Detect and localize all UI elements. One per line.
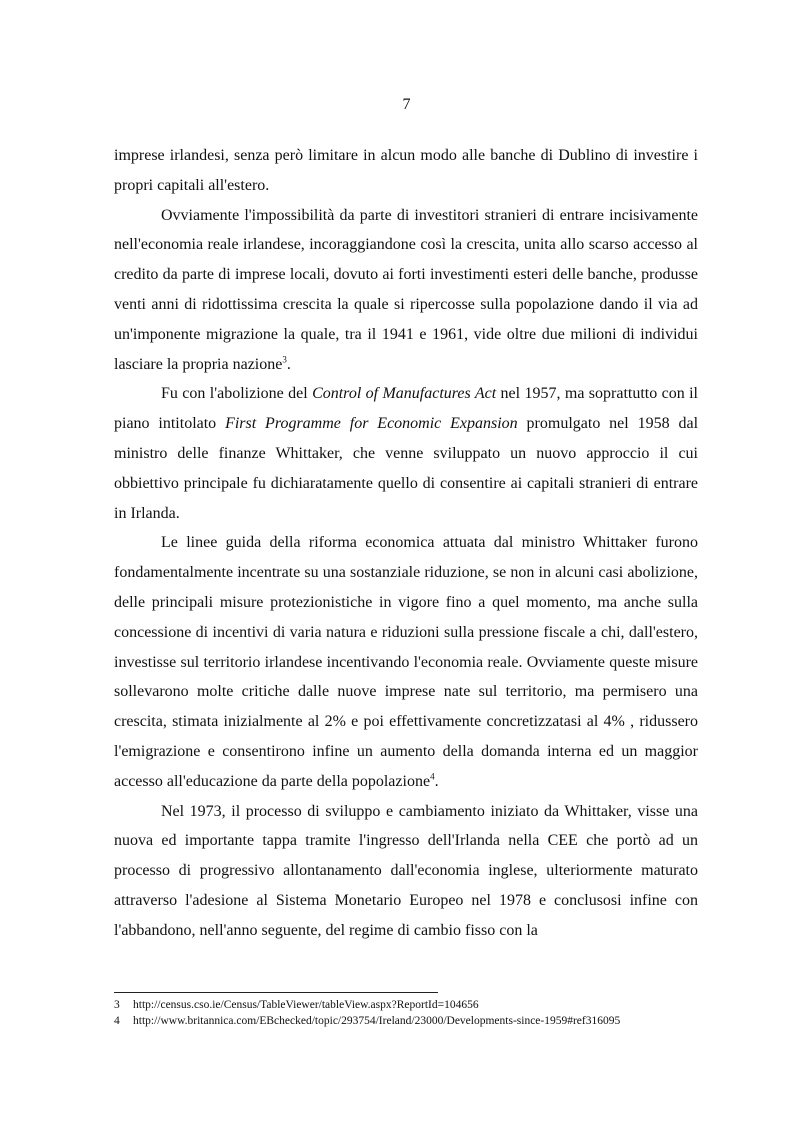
italic-title: Control of Manufactures Act (312, 385, 497, 403)
paragraph (114, 528, 698, 796)
footnote-reference: 4 (430, 771, 435, 782)
text-run: . (434, 772, 439, 790)
footnote-4 (114, 1013, 714, 1029)
text-run: Fu con l'abolizione del (161, 385, 313, 403)
text-run: . (286, 355, 291, 373)
footnote-separator (114, 992, 438, 993)
text-run: Le linee guida della riforma economica attuata dal ministro Whittaker furono fondamentalmente incentrate su una sostanziale riduzione, se non in alcuni casi abolizione, delle principali misure protezionistiche in vigore fino a quel momento, ma anche sulla concessione di incentivi di varia natura e riduzioni sulla pressione fiscale a chi, dall'estero, investisse sul territorio irlandese incentivando l'economia reale. Ovviamente queste misure sollevarono molte critiche dalle nuove imprese nate sul territorio, ma permisero una crescita, stimata inizialmente al 2% e poi effettivamente concretizzatasi al 4% , ridussero l'emigrazione e consentirono infine un aumento della domanda interna ed un maggior accesso all'educazione da parte della popolazione (114, 534, 698, 790)
text-run: imprese irlandesi, senza però limitare in alcun modo alle banche di Dublino di investire i propri capitali all'estero. (114, 147, 698, 194)
text-run: promulgato nel 1958 dal ministro delle finanze Whittaker, che venne sviluppato un nuovo approccio il cui obbiettivo principale fu dichiaratamente quello di consentire ai capitali stranieri di entrare in Irlanda. (114, 415, 699, 522)
text-run: Nel 1973, il processo di sviluppo e cambiamento iniziato da Whittaker, visse una nuova ed importante tappa tramite l'ingresso dell'Irlanda nella CEE che portò ad un processo di progressivo allontanamento dall'economia inglese, ulteriormente maturato attraverso l'adesione al Sistema Monetario Europeo nel 1978 e conclusosi infine con l'abbandono, nell'anno seguente, del regime di cambio fisso con la (114, 802, 698, 939)
text-run: nel 1957, ma soprattutto con il piano intitolato (114, 385, 699, 433)
paragraph (114, 797, 698, 946)
footnote-reference: 3 (282, 354, 287, 365)
footnote-number: 3 (114, 999, 120, 1011)
page-number: 7 (402, 96, 411, 113)
paragraph (114, 141, 698, 201)
paragraph (114, 379, 698, 528)
footnotes (114, 997, 714, 1029)
footnote-number: 4 (114, 1015, 120, 1027)
footnote-3 (114, 997, 714, 1013)
paragraph (114, 201, 698, 380)
body-text (114, 141, 698, 946)
italic-title: First Programme for Economic Expansion (225, 415, 518, 433)
text-run: Ovviamente l'impossibilità da parte di investitori stranieri di entrare incisivamente nell'economia reale irlandese, incoraggiandone così la crescita, unita allo scarso accesso al credito da parte di imprese locali, dovuto ai forti investimenti esteri delle banche, produsse venti anni di ridottissima crescita la quale si ripercosse sulla popolazione dando il via ad un'imponente migrazione la quale, tra il 1941 e 1961, vide oltre due milioni di individui lasciare la propria nazione (114, 206, 698, 373)
footnote-link[interactable]: http://census.cso.ie/Census/TableViewer/tableView.aspx?ReportId=104656 (133, 999, 479, 1011)
footnote-link[interactable]: http://www.britannica.com/EBchecked/topic/293754/Ireland/23000/Developments-since-1959#ref316095 (133, 1015, 621, 1027)
